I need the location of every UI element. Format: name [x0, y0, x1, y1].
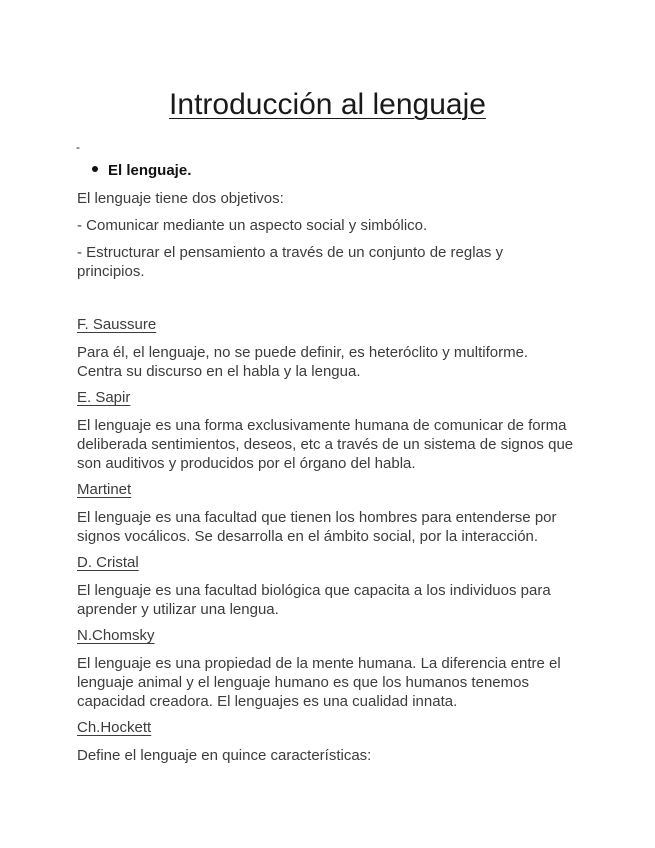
author-chomsky: N.Chomsky [77, 627, 155, 644]
page-title: Introducción al lenguaje [169, 88, 486, 121]
author-cristal: D. Cristal [77, 554, 139, 571]
author-saussure-text: Para él, el lenguaje, no se puede definir, es heteróclito y multiforme. Centra su discurso en el habla y la lengua. [77, 344, 529, 380]
dash-marker: - [76, 140, 80, 154]
author-saussure: F. Saussure [77, 316, 157, 333]
intro-line-1: El lenguaje tiene dos objetivos: [77, 190, 284, 207]
bullet-heading-label: El lenguaje. [108, 162, 192, 179]
author-martinet: Martinet [77, 481, 132, 498]
author-hockett-text: Define el lenguaje en quince características: [77, 747, 372, 764]
bullet-heading [92, 162, 191, 179]
author-sapir-text: El lenguaje es una forma exclusivamente humana de comunicar de forma deliberada sentimientos, deseos, etc a través de un sistema de signos que son auditivos y producidos por el órgano del habla. [77, 417, 574, 472]
author-cristal-text: El lenguaje es una facultad biológica que capacita a los individuos para aprender y utilizar una lengua. [77, 582, 551, 618]
author-hockett: Ch.Hockett [77, 719, 152, 736]
author-chomsky-text: El lenguaje es una propiedad de la mente humana. La diferencia entre el lenguaje animal y el lenguaje humano es que los humanos tenemos capacidad creadora. El lenguajes es una cualidad innata. [77, 655, 561, 710]
bullet-dot-icon [92, 166, 98, 172]
author-martinet-text: El lenguaje es una facultad que tienen los hombres para entenderse por signos vocálicos. Se desarrolla en el ámbito social, por la interacción. [77, 509, 557, 545]
author-sapir: E. Sapir [77, 389, 131, 406]
intro-line-3: - Estructurar el pensamiento a través de un conjunto de reglas y principios. [77, 244, 504, 280]
intro-line-2: - Comunicar mediante un aspecto social y simbólico. [77, 217, 428, 234]
